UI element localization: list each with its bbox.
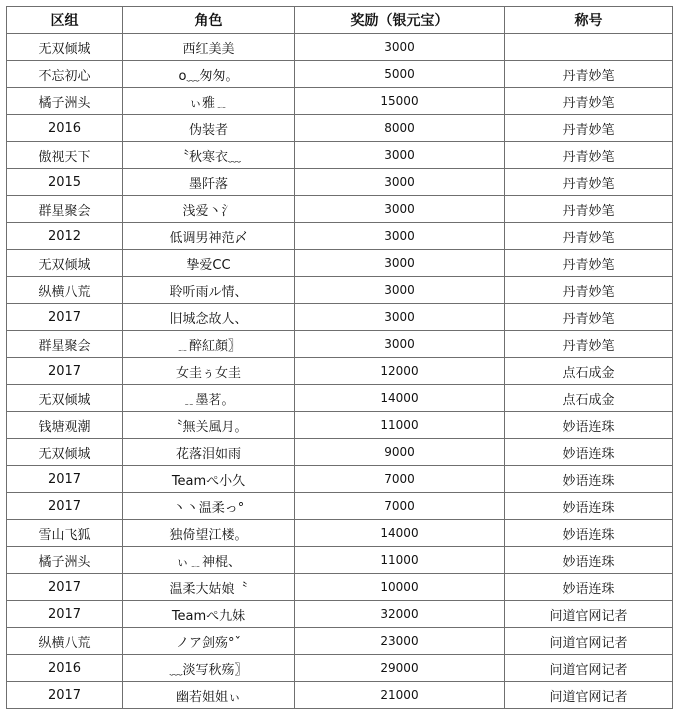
region-cell: 群星聚会 <box>7 331 123 358</box>
role-cell: ﹎墨茗。 <box>123 385 295 412</box>
table-row <box>7 196 673 223</box>
region-cell: 无双倾城 <box>7 385 123 412</box>
title-cell: 问道官网记者 <box>505 682 673 709</box>
table-row <box>7 574 673 601</box>
title-cell: 丹青妙笔 <box>505 223 673 250</box>
role-cell: 女圭ぅ女圭 <box>123 358 295 385</box>
table-row <box>7 88 673 115</box>
reward-cell: 5000 <box>295 61 505 88</box>
role-cell: 幽若姐姐ぃ <box>123 682 295 709</box>
table-row <box>7 547 673 574</box>
role-cell: 墨阡落 <box>123 169 295 196</box>
title-cell: 丹青妙笔 <box>505 88 673 115</box>
role-cell: ぃ雅﹎ <box>123 88 295 115</box>
reward-cell: 3000 <box>295 142 505 169</box>
table-row <box>7 358 673 385</box>
title-cell: 妙语连珠 <box>505 520 673 547</box>
region-cell: 2016 <box>7 115 123 142</box>
table-row <box>7 331 673 358</box>
reward-cell: 3000 <box>295 277 505 304</box>
region-cell: 钱塘观潮 <box>7 412 123 439</box>
title-cell: 妙语连珠 <box>505 547 673 574</box>
reward-cell: 14000 <box>295 385 505 412</box>
reward-cell: 14000 <box>295 520 505 547</box>
title-cell: 点石成金 <box>505 358 673 385</box>
title-cell: 丹青妙笔 <box>505 115 673 142</box>
region-cell: 橘子洲头 <box>7 88 123 115</box>
region-cell: 2017 <box>7 493 123 520</box>
role-cell: 浅爱丶氵 <box>123 196 295 223</box>
table-row <box>7 61 673 88</box>
header-reward: 奖励（银元宝） <box>295 7 505 34</box>
role-cell: 独倚望江楼。 <box>123 520 295 547</box>
title-cell: 丹青妙笔 <box>505 142 673 169</box>
table-row <box>7 412 673 439</box>
role-cell: ぃ﹎神棍、 <box>123 547 295 574</box>
reward-cell: 32000 <box>295 601 505 628</box>
region-cell: 2017 <box>7 304 123 331</box>
title-cell: 丹青妙笔 <box>505 196 673 223</box>
table-row <box>7 142 673 169</box>
role-cell: 西红美美 <box>123 34 295 61</box>
reward-cell: 3000 <box>295 250 505 277</box>
table-row <box>7 250 673 277</box>
header-title: 称号 <box>505 7 673 34</box>
reward-cell: 3000 <box>295 169 505 196</box>
role-cell: 旧城念故人、 <box>123 304 295 331</box>
reward-cell: 11000 <box>295 412 505 439</box>
role-cell: o﹏匆匆。 <box>123 61 295 88</box>
reward-cell: 3000 <box>295 331 505 358</box>
region-cell: 无双倾城 <box>7 439 123 466</box>
role-cell: ﹏淡写秋殇〗 <box>123 655 295 682</box>
region-cell: 纵横八荒 <box>7 277 123 304</box>
reward-cell: 7000 <box>295 466 505 493</box>
region-cell: 2017 <box>7 358 123 385</box>
title-cell: 妙语连珠 <box>505 439 673 466</box>
title-cell: 问道官网记者 <box>505 655 673 682</box>
table-row <box>7 466 673 493</box>
title-cell: 丹青妙笔 <box>505 169 673 196</box>
role-cell: 〝無关風月。 <box>123 412 295 439</box>
reward-table <box>6 6 673 709</box>
table-row <box>7 493 673 520</box>
table-row <box>7 223 673 250</box>
table-row <box>7 520 673 547</box>
table-row <box>7 601 673 628</box>
table-row <box>7 385 673 412</box>
role-cell: 〝秋寒衣﹏ <box>123 142 295 169</box>
region-cell: 纵横八荒 <box>7 628 123 655</box>
role-cell: Teamぺ九妹 <box>123 601 295 628</box>
title-cell: 妙语连珠 <box>505 493 673 520</box>
title-cell: 丹青妙笔 <box>505 250 673 277</box>
region-cell: 无双倾城 <box>7 34 123 61</box>
region-cell: 橘子洲头 <box>7 547 123 574</box>
role-cell: 低调男神范〆 <box>123 223 295 250</box>
region-cell: 傲视天下 <box>7 142 123 169</box>
region-cell: 2016 <box>7 655 123 682</box>
region-cell: 2012 <box>7 223 123 250</box>
title-cell: 妙语连珠 <box>505 466 673 493</box>
table-row <box>7 304 673 331</box>
role-cell: 聆听雨ル情、 <box>123 277 295 304</box>
title-cell: 丹青妙笔 <box>505 61 673 88</box>
title-cell: 问道官网记者 <box>505 601 673 628</box>
reward-cell: 3000 <box>295 34 505 61</box>
title-cell: 妙语连珠 <box>505 412 673 439</box>
reward-cell: 8000 <box>295 115 505 142</box>
role-cell: Teamぺ小久 <box>123 466 295 493</box>
reward-cell: 12000 <box>295 358 505 385</box>
role-cell: ﹎醉紅顏〗 <box>123 331 295 358</box>
role-cell: 温柔大姑娘〝 <box>123 574 295 601</box>
region-cell: 群星聚会 <box>7 196 123 223</box>
header-role: 角色 <box>123 7 295 34</box>
title-cell: 点石成金 <box>505 385 673 412</box>
reward-cell: 3000 <box>295 223 505 250</box>
table-row <box>7 655 673 682</box>
region-cell: 2017 <box>7 574 123 601</box>
title-cell: 丹青妙笔 <box>505 304 673 331</box>
table-row <box>7 277 673 304</box>
title-cell: 丹青妙笔 <box>505 277 673 304</box>
role-cell: 丶丶温柔っ° <box>123 493 295 520</box>
reward-cell: 9000 <box>295 439 505 466</box>
table-row <box>7 628 673 655</box>
region-cell: 2017 <box>7 601 123 628</box>
table-row <box>7 115 673 142</box>
reward-cell: 15000 <box>295 88 505 115</box>
reward-cell: 29000 <box>295 655 505 682</box>
role-cell: ノア剑殇°ˇ <box>123 628 295 655</box>
reward-table-container <box>6 6 673 709</box>
reward-cell: 3000 <box>295 196 505 223</box>
role-cell: 花落泪如雨 <box>123 439 295 466</box>
table-row <box>7 169 673 196</box>
table-header <box>7 7 673 34</box>
title-cell: 妙语连珠 <box>505 574 673 601</box>
title-cell: 丹青妙笔 <box>505 331 673 358</box>
region-cell: 2015 <box>7 169 123 196</box>
role-cell: 伪装者 <box>123 115 295 142</box>
region-cell: 无双倾城 <box>7 250 123 277</box>
table-row <box>7 682 673 709</box>
table-row <box>7 439 673 466</box>
role-cell: 挚爱CC <box>123 250 295 277</box>
title-cell <box>505 34 673 61</box>
reward-cell: 11000 <box>295 547 505 574</box>
reward-cell: 7000 <box>295 493 505 520</box>
reward-cell: 21000 <box>295 682 505 709</box>
region-cell: 不忘初心 <box>7 61 123 88</box>
reward-cell: 23000 <box>295 628 505 655</box>
region-cell: 2017 <box>7 682 123 709</box>
table-row <box>7 34 673 61</box>
title-cell: 问道官网记者 <box>505 628 673 655</box>
header-row <box>7 7 673 34</box>
header-region: 区组 <box>7 7 123 34</box>
region-cell: 2017 <box>7 466 123 493</box>
reward-cell: 3000 <box>295 304 505 331</box>
table-body <box>7 34 673 709</box>
region-cell: 雪山飞狐 <box>7 520 123 547</box>
reward-cell: 10000 <box>295 574 505 601</box>
